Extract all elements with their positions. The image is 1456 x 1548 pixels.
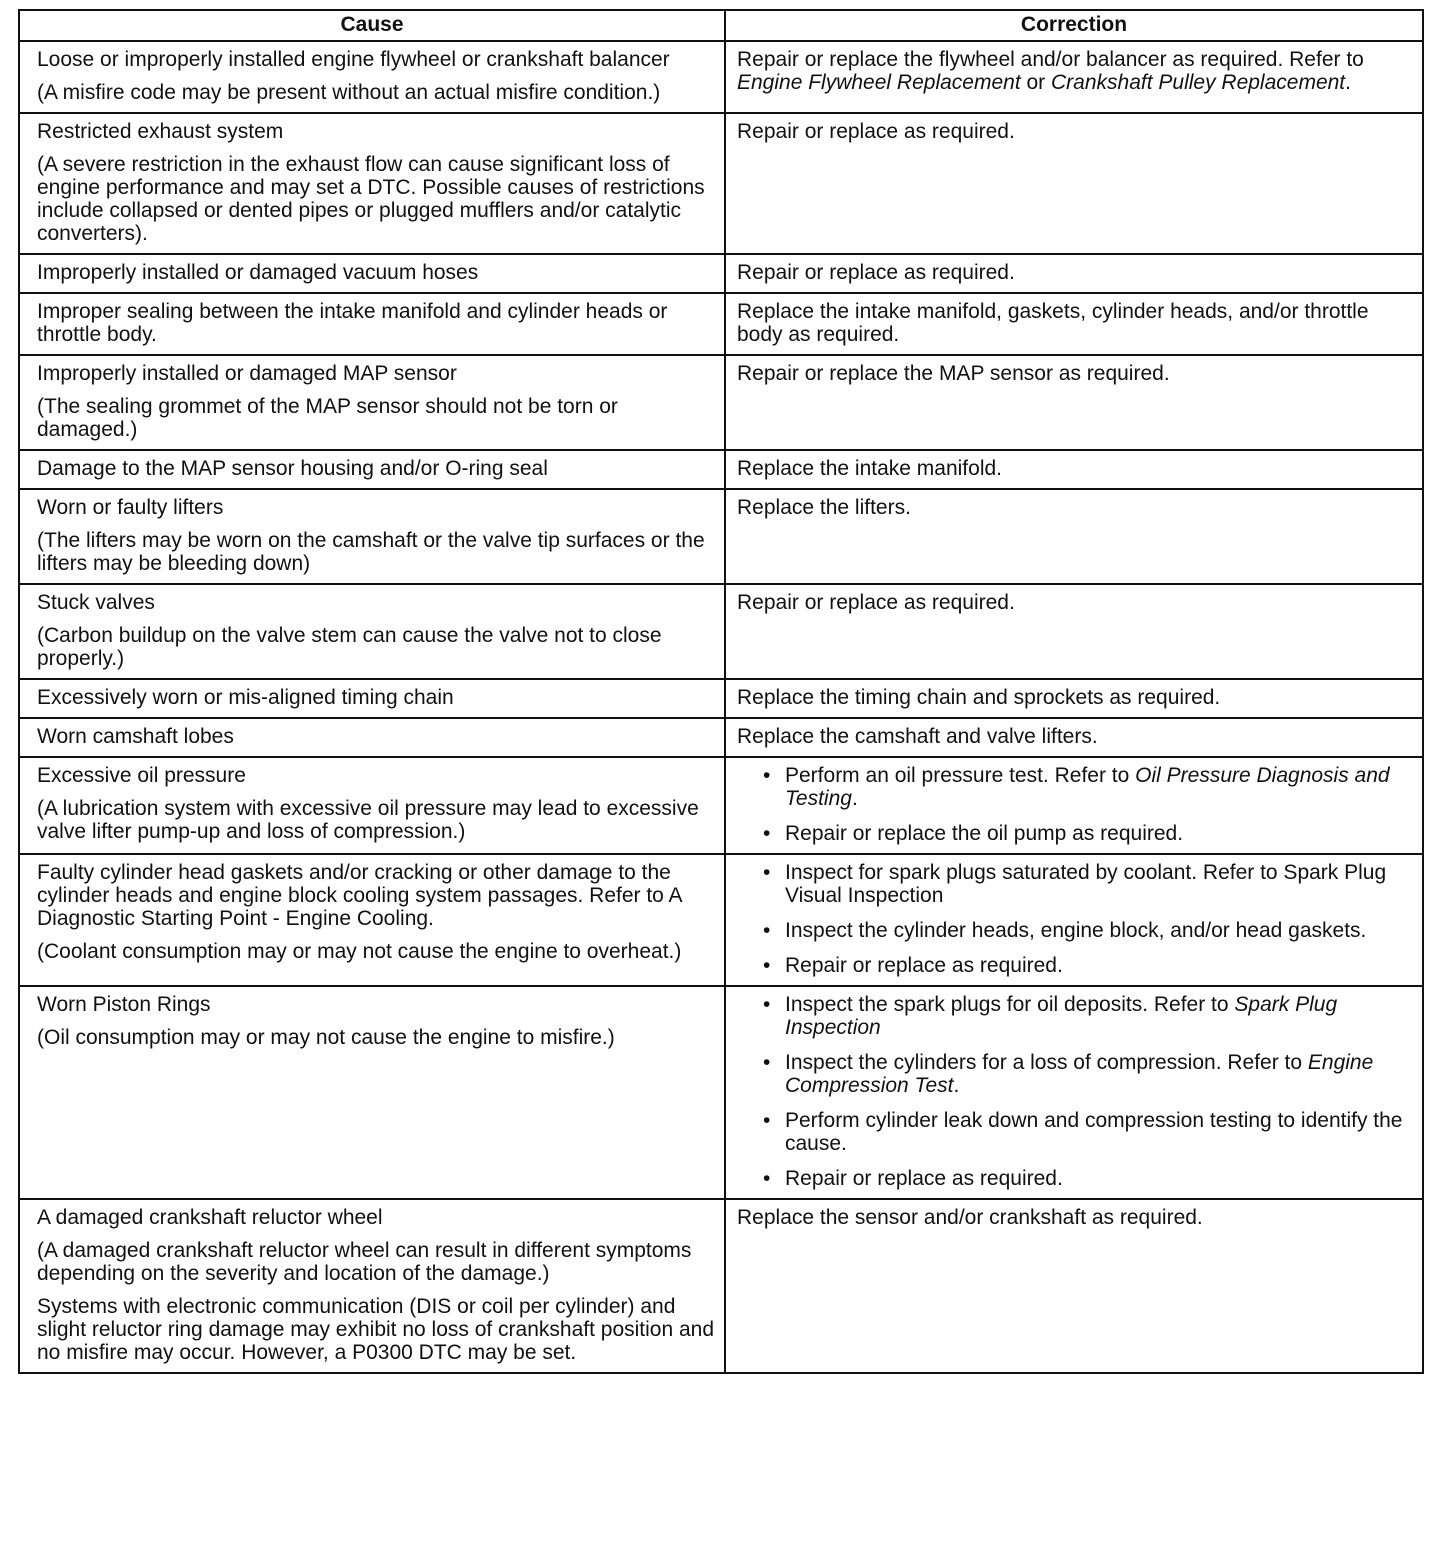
correction-cell bbox=[725, 113, 1423, 254]
correction-cell bbox=[725, 355, 1423, 450]
correction-text: Repair or replace as required. bbox=[737, 261, 1015, 284]
cause-text: Faulty cylinder head gaskets and/or cracking or other damage to the cylinder heads and engine block cooling system passages. Refer to A Diagnostic Starting Point - Engine Cooling. bbox=[37, 861, 682, 930]
correction-text: Replace the timing chain and sprockets as required. bbox=[737, 686, 1221, 709]
table-row bbox=[19, 986, 1423, 1199]
bullet-icon: • bbox=[763, 1051, 771, 1074]
list-item: • Repair or replace the oil pump as required. bbox=[763, 822, 1184, 845]
correction-cell bbox=[725, 1199, 1423, 1373]
bullet-icon: • bbox=[763, 1167, 771, 1190]
correction-cell bbox=[725, 718, 1423, 757]
cause-text: Loose or improperly installed engine flywheel or crankshaft balancer bbox=[37, 48, 670, 71]
correction-list bbox=[737, 861, 1416, 977]
correction-text: Repair or replace the flywheel and/or balancer as required. Refer to Engine Flywheel Replacement or Crankshaft Pulley Replacement. bbox=[737, 48, 1364, 94]
reference-link: Spark Plug Inspection bbox=[785, 993, 1338, 1039]
cause-text: Stuck valves bbox=[37, 591, 155, 614]
cause-cell bbox=[19, 757, 725, 854]
cause-text: Improperly installed or damaged MAP sensor bbox=[37, 362, 457, 385]
bullet-icon: • bbox=[763, 861, 771, 884]
list-item: • Inspect the spark plugs for oil deposits. Refer to Spark Plug Inspection bbox=[763, 993, 1338, 1039]
cause-note: (A severe restriction in the exhaust flow can cause significant loss of engine performance and may set a DTC. Possible causes of restrictions include collapsed or dented pipes or plugged mufflers and/or catalytic converters). bbox=[37, 153, 705, 245]
cause-cell bbox=[19, 986, 725, 1199]
cause-text: Worn Piston Rings bbox=[37, 993, 211, 1016]
bullet-icon: • bbox=[763, 919, 771, 942]
table-row bbox=[19, 113, 1423, 254]
cause-text: A damaged crankshaft reluctor wheel bbox=[37, 1206, 383, 1229]
table-row bbox=[19, 718, 1423, 757]
bullet-icon: • bbox=[763, 954, 771, 977]
correction-cell bbox=[725, 854, 1423, 986]
correction-text: Repair or replace the MAP sensor as required. bbox=[737, 362, 1170, 385]
table-row bbox=[19, 355, 1423, 450]
table-row bbox=[19, 293, 1423, 355]
cause-cell bbox=[19, 1199, 725, 1373]
cause-cell bbox=[19, 450, 725, 489]
list-item: • Repair or replace as required. bbox=[763, 954, 1063, 977]
reference-link: Oil Pressure Diagnosis and Testing bbox=[785, 764, 1390, 810]
correction-list bbox=[737, 764, 1416, 845]
table-row bbox=[19, 489, 1423, 584]
list-item: • Inspect the cylinders for a loss of compression. Refer to Engine Compression Test. bbox=[763, 1051, 1374, 1097]
table-row bbox=[19, 1199, 1423, 1373]
bullet-icon: • bbox=[763, 822, 771, 845]
cause-cell bbox=[19, 679, 725, 718]
table-row bbox=[19, 254, 1423, 293]
header-row bbox=[19, 10, 1423, 41]
cause-cell bbox=[19, 113, 725, 254]
correction-cell bbox=[725, 986, 1423, 1199]
correction-cell bbox=[725, 450, 1423, 489]
cause-text: Worn camshaft lobes bbox=[37, 725, 234, 748]
cause-cell bbox=[19, 854, 725, 986]
cause-note: (A lubrication system with excessive oil pressure may lead to excessive valve lifter pump-up and loss of compression.) bbox=[37, 797, 699, 843]
correction-cell bbox=[725, 679, 1423, 718]
correction-list bbox=[737, 993, 1416, 1190]
list-item: • Perform an oil pressure test. Refer to Oil Pressure Diagnosis and Testing. bbox=[763, 764, 1390, 810]
cause-text: Restricted exhaust system bbox=[37, 120, 284, 143]
bullet-icon: • bbox=[763, 764, 771, 787]
cause-cell bbox=[19, 293, 725, 355]
list-item: • Repair or replace as required. bbox=[763, 1167, 1063, 1190]
correction-text: Replace the intake manifold. bbox=[737, 457, 1002, 480]
list-item: • Inspect for spark plugs saturated by coolant. Refer to Spark Plug Visual Inspection bbox=[763, 861, 1387, 907]
reference-link: Crankshaft Pulley Replacement bbox=[1051, 71, 1346, 94]
bullet-icon: • bbox=[763, 993, 771, 1016]
correction-cell bbox=[725, 757, 1423, 854]
diagnosis-table bbox=[18, 9, 1424, 1374]
list-item: • Inspect the cylinder heads, engine block, and/or head gaskets. bbox=[763, 919, 1367, 942]
table-row bbox=[19, 41, 1423, 113]
cause-note: (Oil consumption may or may not cause the engine to misfire.) bbox=[37, 1026, 615, 1049]
table-row bbox=[19, 679, 1423, 718]
cause-cell bbox=[19, 489, 725, 584]
correction-cell bbox=[725, 41, 1423, 113]
cause-note: (A misfire code may be present without an actual misfire condition.) bbox=[37, 81, 661, 104]
cause-header: Cause bbox=[19, 10, 725, 41]
cause-cell bbox=[19, 584, 725, 679]
correction-text: Replace the lifters. bbox=[737, 496, 911, 519]
correction-text: Replace the sensor and/or crankshaft as required. bbox=[737, 1206, 1203, 1229]
reference-link: Engine Flywheel Replacement bbox=[737, 71, 1021, 94]
cause-cell bbox=[19, 718, 725, 757]
cause-text: Improper sealing between the intake manifold and cylinder heads or throttle body. bbox=[37, 300, 668, 346]
cause-cell bbox=[19, 254, 725, 293]
cause-cell bbox=[19, 41, 725, 113]
correction-text: Repair or replace as required. bbox=[737, 591, 1015, 614]
correction-header: Correction bbox=[725, 10, 1423, 41]
cause-note: (The lifters may be worn on the camshaft or the valve tip surfaces or the lifters may be bleeding down) bbox=[37, 529, 705, 575]
table-row bbox=[19, 854, 1423, 986]
correction-cell bbox=[725, 584, 1423, 679]
cause-note: (The sealing grommet of the MAP sensor should not be torn or damaged.) bbox=[37, 395, 618, 441]
cause-text: Excessive oil pressure bbox=[37, 764, 246, 787]
cause-text: Damage to the MAP sensor housing and/or O-ring seal bbox=[37, 457, 548, 480]
table-row bbox=[19, 757, 1423, 854]
cause-note: (A damaged crankshaft reluctor wheel can result in different symptoms depending on the severity and location of the damage.) bbox=[37, 1239, 692, 1285]
correction-cell bbox=[725, 254, 1423, 293]
cause-text: Improperly installed or damaged vacuum hoses bbox=[37, 261, 479, 284]
cause-note: Systems with electronic communication (DIS or coil per cylinder) and slight reluctor ring damage may exhibit no loss of crankshaft position and no misfire may occur. However, a P0300 DTC may be set. bbox=[37, 1295, 715, 1364]
correction-cell bbox=[725, 489, 1423, 584]
correction-text: Replace the camshaft and valve lifters. bbox=[737, 725, 1098, 748]
table-row bbox=[19, 450, 1423, 489]
table-row bbox=[19, 584, 1423, 679]
reference-link: Engine Compression Test bbox=[785, 1051, 1374, 1097]
cause-cell bbox=[19, 355, 725, 450]
correction-text: Replace the intake manifold, gaskets, cylinder heads, and/or throttle body as required. bbox=[737, 300, 1369, 346]
cause-text: Excessively worn or mis-aligned timing chain bbox=[37, 686, 454, 709]
list-item: • Perform cylinder leak down and compression testing to identify the cause. bbox=[763, 1109, 1403, 1155]
cause-note: (Carbon buildup on the valve stem can cause the valve not to close properly.) bbox=[37, 624, 662, 670]
correction-cell bbox=[725, 293, 1423, 355]
correction-text: Repair or replace as required. bbox=[737, 120, 1015, 143]
cause-note: (Coolant consumption may or may not cause the engine to overheat.) bbox=[37, 940, 682, 963]
bullet-icon: • bbox=[763, 1109, 771, 1132]
cause-text: Worn or faulty lifters bbox=[37, 496, 224, 519]
